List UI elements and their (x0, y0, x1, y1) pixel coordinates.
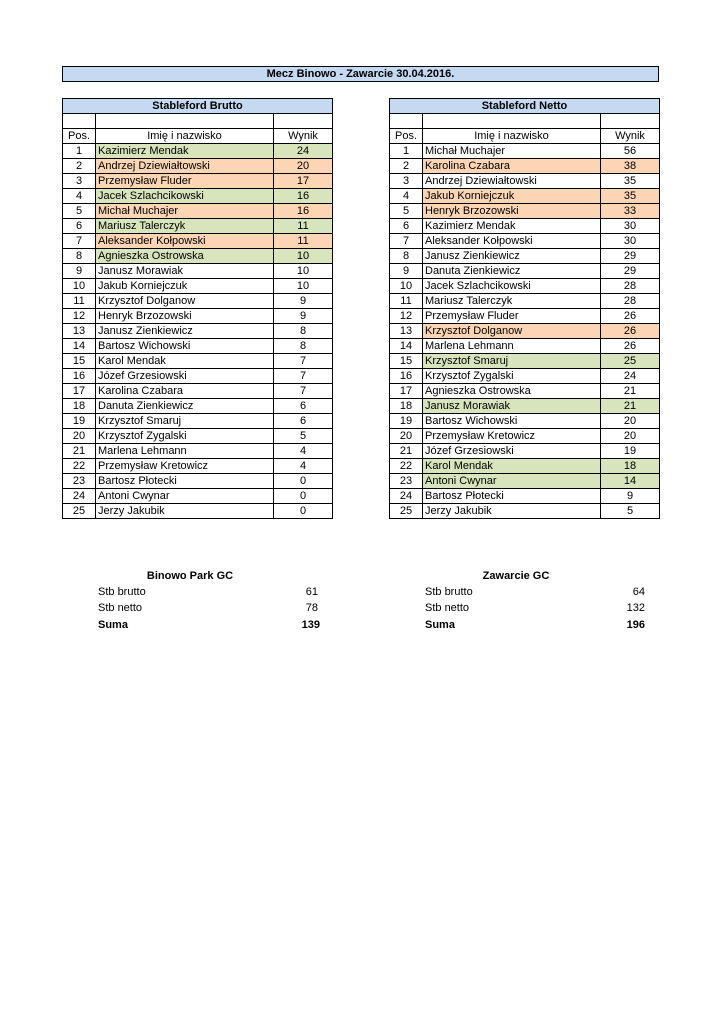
position-cell: 9 (63, 264, 96, 279)
position-cell: 4 (63, 189, 96, 204)
score-cell: 24 (601, 369, 660, 384)
table-row (390, 234, 660, 249)
player-name-cell: Karol Mendak (423, 459, 601, 474)
player-name-cell: Jakub Korniejczuk (423, 189, 601, 204)
brutto-table-body (63, 99, 333, 519)
score-cell: 5 (274, 429, 333, 444)
table-row (63, 309, 333, 324)
score-cell: 20 (274, 159, 333, 174)
name-header: Imię i nazwisko (423, 129, 601, 144)
player-name-cell: Jacek Szlachcikowski (96, 189, 274, 204)
player-name-cell: Henryk Brzozowski (96, 309, 274, 324)
position-cell: 17 (390, 384, 423, 399)
summary-value: 78 (305, 602, 318, 614)
table-row (63, 234, 333, 249)
table-row (63, 459, 333, 474)
score-cell: 6 (274, 414, 333, 429)
player-name-cell: Bartosz Wichowski (423, 414, 601, 429)
summary-label: Suma (98, 619, 128, 631)
position-cell: 13 (63, 324, 96, 339)
player-name-cell: Bartosz Wichowski (96, 339, 274, 354)
player-name-cell: Przemysław Kretowicz (423, 429, 601, 444)
position-cell: 8 (63, 249, 96, 264)
player-name-cell: Janusz Morawiak (96, 264, 274, 279)
position-cell: 15 (63, 354, 96, 369)
brutto-header-row (63, 99, 333, 114)
pos-header: Pos. (63, 129, 96, 144)
table-row (390, 279, 660, 294)
player-name-cell: Przemysław Fluder (96, 174, 274, 189)
table-row (390, 144, 660, 159)
position-cell: 21 (63, 444, 96, 459)
table-row (390, 309, 660, 324)
player-name-cell: Kazimierz Mendak (423, 219, 601, 234)
table-row (63, 504, 333, 519)
table-row (390, 339, 660, 354)
score-cell: 25 (601, 354, 660, 369)
player-name-cell: Marlena Lehmann (423, 339, 601, 354)
player-name-cell: Andrzej Dziewiałtowski (423, 174, 601, 189)
position-cell: 2 (63, 159, 96, 174)
table-row (63, 399, 333, 414)
summary-row (425, 600, 655, 616)
table-row (63, 189, 333, 204)
position-cell: 17 (63, 384, 96, 399)
table-row (63, 159, 333, 174)
score-cell: 7 (274, 369, 333, 384)
score-cell: 0 (274, 504, 333, 519)
table-row (390, 204, 660, 219)
player-name-cell: Karolina Czabara (423, 159, 601, 174)
table-row (390, 219, 660, 234)
spacer-cell (274, 114, 333, 129)
pos-header: Pos. (390, 129, 423, 144)
table-row (63, 354, 333, 369)
player-name-cell: Bartosz Płotecki (96, 474, 274, 489)
position-cell: 24 (390, 489, 423, 504)
player-name-cell: Agnieszka Ostrowska (96, 249, 274, 264)
position-cell: 16 (390, 369, 423, 384)
table-row (390, 399, 660, 414)
score-cell: 29 (601, 249, 660, 264)
score-cell: 24 (274, 144, 333, 159)
netto-table-body (390, 99, 660, 519)
position-cell: 14 (390, 339, 423, 354)
score-header: Wynik (601, 129, 660, 144)
position-cell: 24 (63, 489, 96, 504)
score-cell: 16 (274, 189, 333, 204)
player-name-cell: Henryk Brzozowski (423, 204, 601, 219)
summary-row (425, 584, 655, 600)
position-cell: 22 (390, 459, 423, 474)
position-cell: 19 (390, 414, 423, 429)
score-cell: 28 (601, 279, 660, 294)
table-row (390, 384, 660, 399)
position-cell: 20 (390, 429, 423, 444)
player-name-cell: Jacek Szlachcikowski (423, 279, 601, 294)
table-row (63, 369, 333, 384)
table-row (390, 189, 660, 204)
position-cell: 10 (63, 279, 96, 294)
position-cell: 25 (390, 504, 423, 519)
player-name-cell: Krzysztof Smaruj (423, 354, 601, 369)
summary-row-total (98, 617, 318, 633)
table-row (390, 444, 660, 459)
table-row (390, 294, 660, 309)
summary-value: 61 (305, 586, 318, 598)
player-name-cell: Bartosz Płotecki (423, 489, 601, 504)
player-name-cell: Przemysław Fluder (423, 309, 601, 324)
position-cell: 19 (63, 414, 96, 429)
netto-table (389, 98, 660, 519)
score-cell: 7 (274, 354, 333, 369)
position-cell: 18 (390, 399, 423, 414)
player-name-cell: Krzysztof Smaruj (96, 414, 274, 429)
table-row (63, 429, 333, 444)
score-cell: 9 (274, 294, 333, 309)
table-row (390, 249, 660, 264)
score-cell: 20 (601, 414, 660, 429)
summary-value: 139 (301, 619, 320, 631)
table-row (390, 174, 660, 189)
score-cell: 56 (601, 144, 660, 159)
position-cell: 12 (63, 309, 96, 324)
score-cell: 21 (601, 384, 660, 399)
position-cell: 4 (390, 189, 423, 204)
position-cell: 21 (390, 444, 423, 459)
summary-label: Suma (425, 619, 455, 631)
position-cell: 23 (63, 474, 96, 489)
position-cell: 22 (63, 459, 96, 474)
position-cell: 7 (390, 234, 423, 249)
summary-binowo (90, 570, 330, 640)
player-name-cell: Krzysztof Dolganow (423, 324, 601, 339)
position-cell: 7 (63, 234, 96, 249)
table-row (63, 414, 333, 429)
player-name-cell: Janusz Zienkiewicz (96, 324, 274, 339)
spacer-cell (390, 114, 423, 129)
table-row (63, 249, 333, 264)
score-cell: 33 (601, 204, 660, 219)
table-row (390, 474, 660, 489)
position-cell: 5 (390, 204, 423, 219)
player-name-cell: Michał Muchajer (423, 144, 601, 159)
score-cell: 10 (274, 264, 333, 279)
summary-row (98, 600, 318, 616)
score-cell: 35 (601, 174, 660, 189)
brutto-table-title: Stableford Brutto (63, 99, 333, 114)
score-cell: 6 (274, 399, 333, 414)
summary-zawarcie (416, 570, 656, 640)
position-cell: 9 (390, 264, 423, 279)
table-row (390, 159, 660, 174)
page-title: Mecz Binowo - Zawarcie 30.04.2016. (62, 66, 659, 82)
score-cell: 30 (601, 234, 660, 249)
position-cell: 13 (390, 324, 423, 339)
score-cell: 28 (601, 294, 660, 309)
score-cell: 18 (601, 459, 660, 474)
position-cell: 1 (390, 144, 423, 159)
score-cell: 16 (274, 204, 333, 219)
table-row (63, 339, 333, 354)
summary-value: 132 (626, 602, 645, 614)
position-cell: 11 (63, 294, 96, 309)
summary-label: Stb brutto (425, 586, 473, 598)
position-cell: 5 (63, 204, 96, 219)
position-cell: 6 (63, 219, 96, 234)
player-name-cell: Karol Mendak (96, 354, 274, 369)
score-cell: 14 (601, 474, 660, 489)
position-cell: 15 (390, 354, 423, 369)
position-cell: 6 (390, 219, 423, 234)
score-cell: 9 (274, 309, 333, 324)
brutto-table (62, 98, 333, 519)
table-row (63, 204, 333, 219)
table-row (390, 369, 660, 384)
player-name-cell: Józef Grzesiowski (423, 444, 601, 459)
score-cell: 19 (601, 444, 660, 459)
score-cell: 26 (601, 309, 660, 324)
spacer-cell (601, 114, 660, 129)
player-name-cell: Aleksander Kołpowski (96, 234, 274, 249)
summary-label: Stb netto (98, 602, 143, 614)
score-header: Wynik (274, 129, 333, 144)
player-name-cell: Krzysztof Zygalski (423, 369, 601, 384)
player-name-cell: Mariusz Talerczyk (423, 294, 601, 309)
table-row (390, 459, 660, 474)
player-name-cell: Aleksander Kołpowski (423, 234, 601, 249)
player-name-cell: Jakub Korniejczuk (96, 279, 274, 294)
spacer-cell (96, 114, 274, 129)
score-cell: 20 (601, 429, 660, 444)
score-cell: 11 (274, 234, 333, 249)
table-row (63, 324, 333, 339)
brutto-spacer-row (63, 114, 333, 129)
summary-row (98, 584, 318, 600)
table-row (390, 489, 660, 504)
score-cell: 38 (601, 159, 660, 174)
score-cell: 7 (274, 384, 333, 399)
score-cell: 26 (601, 324, 660, 339)
score-cell: 26 (601, 339, 660, 354)
score-cell: 10 (274, 279, 333, 294)
score-cell: 5 (601, 504, 660, 519)
player-name-cell: Antoni Cwynar (423, 474, 601, 489)
position-cell: 11 (390, 294, 423, 309)
player-name-cell: Janusz Morawiak (423, 399, 601, 414)
table-row (63, 474, 333, 489)
spacer-cell (423, 114, 601, 129)
player-name-cell: Krzysztof Dolganow (96, 294, 274, 309)
score-cell: 30 (601, 219, 660, 234)
position-cell: 18 (63, 399, 96, 414)
table-row (63, 264, 333, 279)
netto-spacer-row (390, 114, 660, 129)
table-row (63, 174, 333, 189)
table-row (63, 219, 333, 234)
score-cell: 4 (274, 459, 333, 474)
score-cell: 0 (274, 474, 333, 489)
score-cell: 17 (274, 174, 333, 189)
score-cell: 29 (601, 264, 660, 279)
summary-row-total (425, 617, 655, 633)
table-row (390, 414, 660, 429)
player-name-cell: Przemysław Kretowicz (96, 459, 274, 474)
player-name-cell: Danuta Zienkiewicz (96, 399, 274, 414)
table-row (63, 144, 333, 159)
position-cell: 23 (390, 474, 423, 489)
score-cell: 21 (601, 399, 660, 414)
summary-team-name: Binowo Park GC (146, 570, 234, 582)
player-name-cell: Jerzy Jakubik (423, 504, 601, 519)
table-row (63, 489, 333, 504)
player-name-cell: Agnieszka Ostrowska (423, 384, 601, 399)
table-row (390, 504, 660, 519)
table-row (63, 444, 333, 459)
position-cell: 10 (390, 279, 423, 294)
name-header: Imię i nazwisko (96, 129, 274, 144)
netto-column-headers (390, 129, 660, 144)
table-row (63, 279, 333, 294)
player-name-cell: Krzysztof Zygalski (96, 429, 274, 444)
score-cell: 9 (601, 489, 660, 504)
table-row (63, 294, 333, 309)
summary-team-name: Zawarcie GC (482, 570, 550, 582)
player-name-cell: Józef Grzesiowski (96, 369, 274, 384)
player-name-cell: Andrzej Dziewiałtowski (96, 159, 274, 174)
player-name-cell: Antoni Cwynar (96, 489, 274, 504)
table-row (63, 384, 333, 399)
player-name-cell: Michał Muchajer (96, 204, 274, 219)
summary-label: Stb brutto (98, 586, 146, 598)
position-cell: 16 (63, 369, 96, 384)
position-cell: 25 (63, 504, 96, 519)
score-cell: 35 (601, 189, 660, 204)
score-cell: 0 (274, 489, 333, 504)
spacer-cell (63, 114, 96, 129)
position-cell: 20 (63, 429, 96, 444)
position-cell: 3 (390, 174, 423, 189)
player-name-cell: Mariusz Talerczyk (96, 219, 274, 234)
netto-table-title: Stableford Netto (390, 99, 660, 114)
table-row (390, 429, 660, 444)
table-row (390, 264, 660, 279)
score-cell: 11 (274, 219, 333, 234)
table-row (390, 354, 660, 369)
player-name-cell: Karolina Czabara (96, 384, 274, 399)
position-cell: 1 (63, 144, 96, 159)
summary-value: 64 (632, 586, 645, 598)
table-row (390, 324, 660, 339)
player-name-cell: Janusz Zienkiewicz (423, 249, 601, 264)
netto-header-row (390, 99, 660, 114)
score-cell: 10 (274, 249, 333, 264)
summary-value: 196 (626, 619, 645, 631)
position-cell: 14 (63, 339, 96, 354)
position-cell: 2 (390, 159, 423, 174)
player-name-cell: Kazimierz Mendak (96, 144, 274, 159)
brutto-column-headers (63, 129, 333, 144)
player-name-cell: Jerzy Jakubik (96, 504, 274, 519)
player-name-cell: Marlena Lehmann (96, 444, 274, 459)
position-cell: 12 (390, 309, 423, 324)
score-cell: 8 (274, 324, 333, 339)
summary-label: Stb netto (425, 602, 470, 614)
position-cell: 3 (63, 174, 96, 189)
player-name-cell: Danuta Zienkiewicz (423, 264, 601, 279)
score-cell: 8 (274, 339, 333, 354)
score-cell: 4 (274, 444, 333, 459)
position-cell: 8 (390, 249, 423, 264)
